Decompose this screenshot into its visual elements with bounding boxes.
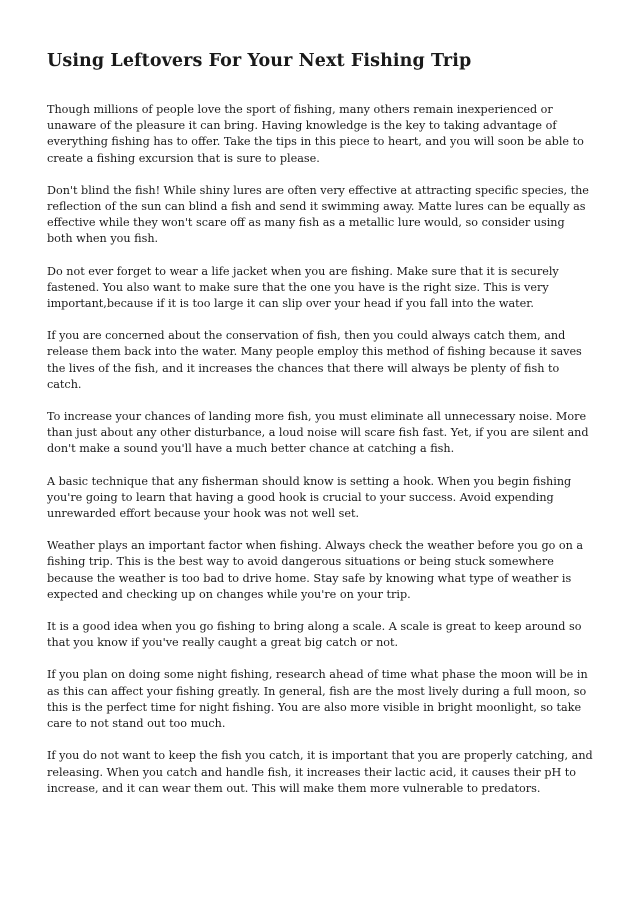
paragraph: If you plan on doing some night fishing, research ahead of time what phase the moon will be in as this can affect your fishing greatly. In general, fish are the most lively during a full moon, so this is the perfect time for night fishing. You are also more visible in bright moonlight, so take care to not stand out too much. — [47, 668, 588, 731]
paragraph: If you do not want to keep the fish you catch, it is important that you are properly catching, and releasing. When you catch and handle fish, it increases their lactic acid, it causes their pH to increase, and it can wear them out. This will make them more vulnerable to predators. — [47, 749, 593, 795]
document-page — [47, 50, 593, 813]
paragraph: To increase your chances of landing more fish, you must eliminate all unnecessary noise. More than just about any other disturbance, a loud noise will scare fish fast. Yet, if you are silent and don't make a sound you'll have a much better chance at catching a fish. — [47, 410, 589, 456]
paragraph: A basic technique that any fisherman should know is setting a hook. When you begin fishing you're going to learn that having a good hook is crucial to your success. Avoid expending unrewarded effort because your hook was not well set. — [47, 474, 572, 521]
paragraph: Weather plays an important factor when fishing. Always check the weather before you go on a fishing trip. This is the best way to avoid dangerous situations or being stuck somewhere because the weather is too bad to drive home. Stay safe by knowing what type of weather is expected and checking up on changes while you're on your trip. — [47, 539, 584, 601]
paragraph: Don't blind the fish! While shiny lures are often very effective at attracting specific species, the reflection of the sun can blind a fish and send it swimming away. Matte lures can be equally as effective while they won't scare off as many fish as a metallic lure would, so consider using both when you fish. — [47, 183, 589, 246]
document-title: Using Leftovers For Your Next Fishing Trip — [47, 51, 472, 71]
paragraph: Though millions of people love the sport of fishing, many others remain inexperienced or unaware of the pleasure it can bring. Having knowledge is the key to taking advantage of everything fishing has to offer. Take the tips in this piece to heart, and you will soon be able to create a fishing excursion that is sure to please. — [47, 103, 584, 165]
paragraph: Do not ever forget to wear a life jacket when you are fishing. Make sure that it is securely fastened. You also want to make sure that the one you have is the right size. This is very important,because if it is too large it can slip over your head if you fall into the water. — [47, 264, 559, 311]
paragraph: If you are concerned about the conservation of fish, then you could always catch them, and release them back into the water. Many people employ this method of fishing because it saves the lives of the fish, and it increases the chances that there will always be plenty of fish to catch. — [47, 329, 582, 391]
paragraph: It is a good idea when you go fishing to bring along a scale. A scale is great to keep around so that you know if you've really caught a great big catch or not. — [47, 620, 582, 650]
